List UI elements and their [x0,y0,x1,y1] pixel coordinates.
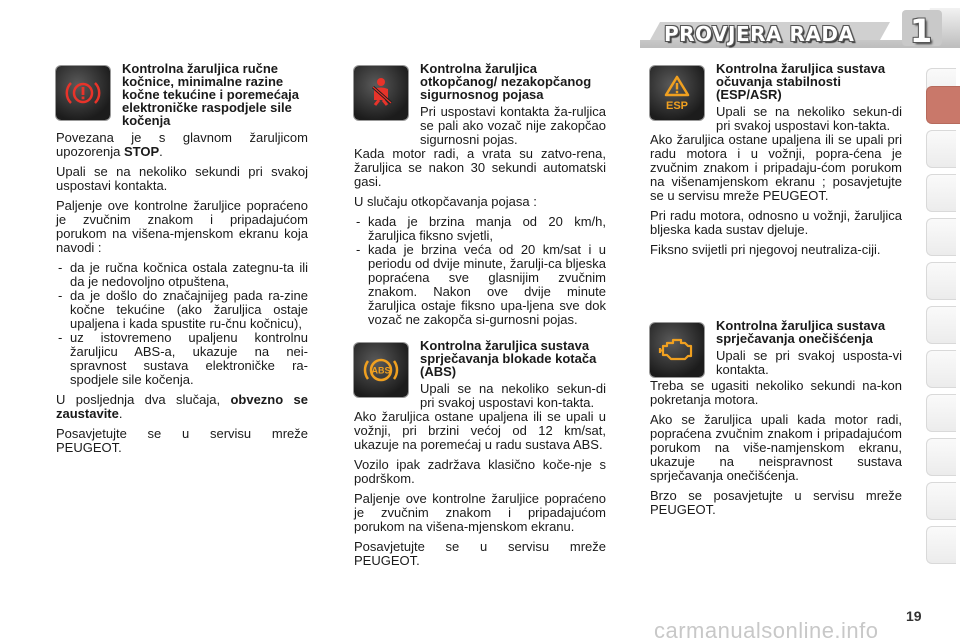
paragraph: Upali se na nekoliko sekun-di pri svakoj uspostavi kon-takta. [420,381,606,410]
paragraph [56,393,308,421]
paragraph: Posavjetujte se u servisu mreže PEUGEOT. [56,426,308,455]
text: . [159,144,163,159]
paragraph: Vozilo ipak zadržava klasično koče-nje s podrškom. [354,457,606,486]
section-heading: Kontrolna žaruljica sustava sprječavanja onečišćenja [716,318,886,346]
paragraph: Pri uspostavi kontakta ža-ruljica se pali ako vozač nije zakopčao sigurnosni pojas. [420,104,606,147]
list-item: - kada je brzina veća od 20 km/sat i u periodu od dvije minute, žarulji-ca bljeska popraćena sve glasnijim zvučnim znakom. Nakon ove dvije minute žaruljica ostaje fiksno upa-ljena sve dok vozač ne zakopča si-gurnosni pojas. [354,243,606,327]
section-esp [650,62,902,257]
paragraph: Ako se žaruljica upali kada motor radi, popraćena zvučnim znakom i pripadajućom porukom na više-namjenskom ekranu, ukazuje na neispravnost sustava sprječavanja onečišćenja. [650,412,902,483]
paragraph [56,131,308,159]
paragraph: U slučaju otkopčavanja pojasa : [354,194,537,209]
chapter-tab[interactable] [926,218,956,256]
chapter-tab[interactable] [926,526,956,564]
paragraph: Brzo se posavjetujte u servisu mreže PEUGEOT. [650,488,902,517]
section-abs [354,339,606,568]
chapter-tab[interactable] [926,394,956,432]
paragraph: Ako žaruljica ostane upaljena ili se upali u vožnji, pri brzini većoj od 12 km/sat, ukazuje na poremećaj u radu sustava ABS. [354,409,606,452]
chapter-tab[interactable] [926,130,956,168]
esp-icon [650,66,704,120]
chapter-tab[interactable] [926,350,956,388]
section-emissions [650,319,902,517]
seatbelt-icon [354,66,408,120]
emphasis: obvezno se zaustavite [56,392,309,421]
list-item: - da je došlo do značajnijeg pada ra-zine kočne tekućine (ako žaruljica ostaje upaljena i kada spustite ru-čnu kočnicu), [56,289,308,331]
section-heading: Kontrolna žaruljica otkopčanog/ nezakopčanog sigurnosnog pojasa [420,61,592,102]
chapter-tab[interactable] [926,262,956,300]
section-heading: Kontrolna žaruljica sustava očuvanja stabilnosti (ESP/ASR) [716,61,886,102]
column-brake [56,62,308,461]
brake-warning-icon [56,66,110,120]
chapter-number: 1 [909,12,933,50]
paragraph: Upali se pri svakoj usposta-vi kontakta. [716,348,902,377]
paragraph: Paljenje ove kontrolne žaruljice popraćeno je zvučnim znakom i pripadajućom porukom na višena-mjenskom ekranu koja navodi : [56,198,308,255]
abs-icon [354,343,408,397]
section-heading: Kontrolna žaruljica sustava sprječavanja blokade kotača (ABS) [420,338,597,379]
paragraph: Upali se na nekoliko sekundi pri svakoj uspostavi kontakta. [56,164,308,193]
section-heading: Kontrolna žaruljica ručne kočnice, minimalne razine kočne tekućine i poremećaja elektroničke raspodjele sile kočenja [122,61,300,128]
paragraph: Ako žaruljica ostane upaljena ili se upali pri radu motora i u vožnji, popra-ćena je zvučnim znakom i pripadaju-ćom porukom na višenamjenskom ekranu ; posavjetujte se u servisu mreže PEUGEOT. [650,132,902,203]
chapter-tab[interactable] [926,482,956,520]
section-brake-warning [56,62,308,455]
chapter-tab[interactable] [926,174,956,212]
paragraph: Posavjetujte se u servisu mreže PEUGEOT. [354,539,606,568]
list-item: - uz istovremeno upaljenu kontrolnu žaruljicu ABS-a, ukazuje na nei-spravnost sustava elektroničke ra-spodjele sile kočenja. [56,331,308,387]
column-seatbelt-abs [354,62,606,574]
svg-text:ABS: ABS [371,365,391,376]
paragraph: Upali se na nekoliko sekun-di pri svakoj uspostavi kon-takta. [716,104,902,133]
paragraph: Kada motor radi, a vrata su zatvo-rena, žaruljica se nakon 30 sekundi automatski gasi. [354,146,606,189]
text: U posljednja dva slučaja, [56,392,231,407]
watermark: carmanualsonline.info [654,618,879,640]
text: . [118,406,123,421]
chapter-tab-active[interactable] [926,86,960,124]
page-number: 19 [906,608,922,624]
chapter-tabs [926,68,960,576]
paragraph: Paljenje ove kontrolne žaruljice popraćeno je zvučnim znakom i pripadajućom porukom na višena-mjenskom ekranu. [354,491,606,534]
column-esp-emissions [650,62,902,523]
chapter-tab[interactable] [926,306,956,344]
paragraph: Treba se ugasiti nekoliko sekundi na-kon pokretanja motora. [650,378,902,407]
engine-check-icon [650,323,704,377]
section-seatbelt [354,62,606,327]
list-item: - kada je brzina manja od 20 km/h, žaruljica fiksno svjetli, [354,215,606,243]
chapter-tab[interactable] [926,438,956,476]
dash-list [56,261,308,387]
page-title: PROVJERA RADA [664,22,855,46]
emphasis: STOP [123,144,160,159]
svg-text:ESP: ESP [665,100,689,112]
paragraph: Pri radu motora, odnosno u vožnji, žaruljica bljeska kada sustav djeluje. [650,208,902,237]
list-item: - da je ručna kočnica ostala zategnu-ta ili da je nedovoljno otpuštena, [56,261,308,289]
paragraph: Fiksno svijetli pri njegovoj neutraliza-ciji. [650,242,881,257]
dash-list [354,215,606,327]
text: Povezana je s glavnom žaruljicom upozorenja [56,130,308,159]
